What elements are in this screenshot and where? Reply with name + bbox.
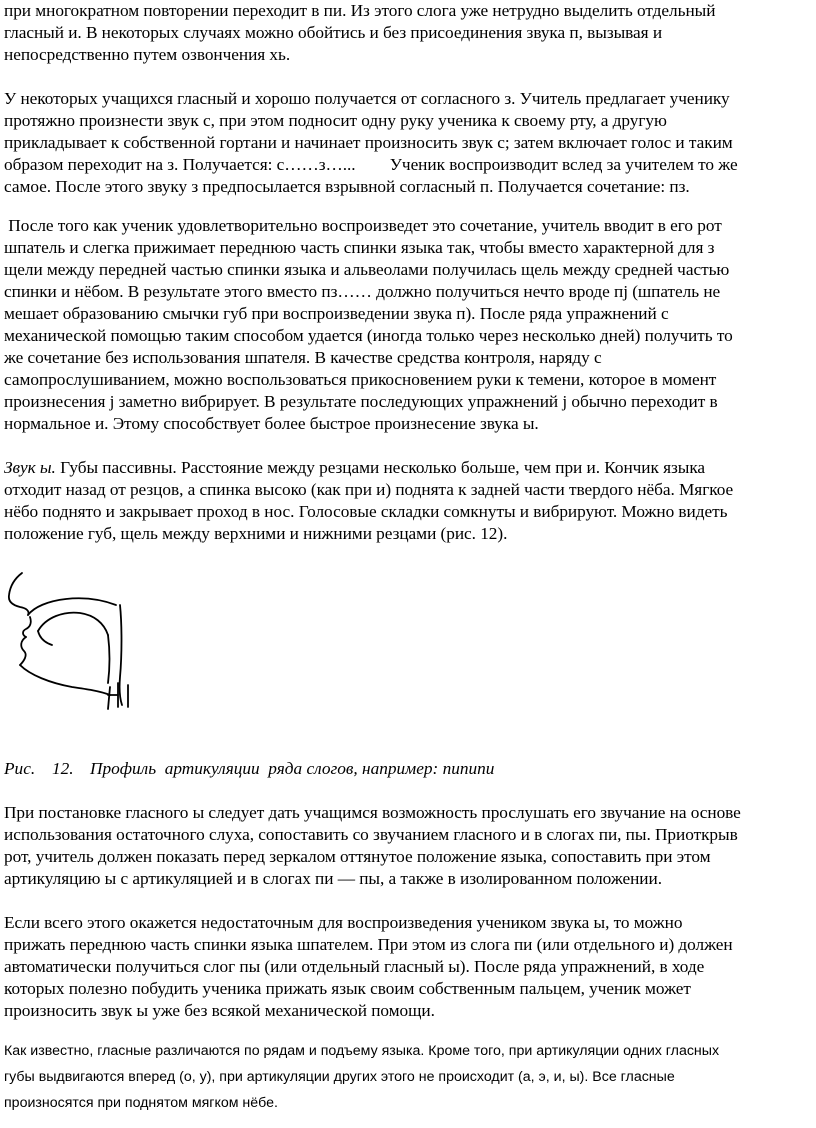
articulation-profile-icon <box>0 565 140 715</box>
text-line: У некоторых учащихся гласный и хорошо получается от согласного з. Учитель предлагает ученику <box>4 89 730 108</box>
text-line: прикладывает к собственной гортани и начинает произносить звук с; затем включает голос и таким <box>4 133 733 152</box>
text-line: самопрослушиванием, можно воспользоваться прикосновением руки к темени, которое в момент <box>4 370 717 389</box>
text-line: непосредственно путем озвончения хь. <box>4 45 291 64</box>
text-line: протяжно произнести звук с, при этом подносит одну руку ученика к своему рту, а другую <box>4 111 667 130</box>
text-line: Если всего этого окажется недостаточным для воспроизведения учеником звука ы, то можно <box>4 913 683 932</box>
text-line: гласный и. В некоторых случаях можно обойтись и без присоединения звука п, вызывая и <box>4 23 663 42</box>
sound-heading: Звук ы. <box>4 458 56 477</box>
text-line: шпатель и слегка прижимает переднюю часть спинки языка так, чтобы вместо характерной для з <box>4 238 715 257</box>
text-line: же сочетание без использования шпателя. В качестве средства контроля, наряду с <box>4 348 602 367</box>
text-run: Губы пассивны. Расстояние между резцами несколько больше, чем при и. Кончик языка <box>55 458 706 477</box>
text-line <box>4 457 816 479</box>
text-line: использования остаточного слуха, сопоставить со звучанием гласного и в слогах пи, пы. Приоткрыв <box>4 825 738 844</box>
text-line: при многократном повторении переходит в пи. Из этого слога уже нетрудно выделить отдельный <box>4 1 716 20</box>
text-line: Как известно, гласные различаются по рядам и подъему языка. Кроме того, при артикуляции одних гласных <box>4 1043 720 1059</box>
text-line: щели между передней частью спинки языка и альвеолами получилась щель между средней частью <box>4 260 730 279</box>
text-line: произносятся при поднятом мягком нёбе. <box>4 1095 278 1111</box>
figure-caption <box>4 758 494 780</box>
text-line: отходит назад от резцов, а спинка высоко (как при и) поднята к задней части твердого нёба. Мягкое <box>4 480 734 499</box>
text-line: мешает образованию смычки губ при воспроизведении звука п). После ряда упражнений с <box>4 304 669 323</box>
text-line: прижать переднюю часть спинки языка шпателем. При этом из слога пи (или отдельного и) должен <box>4 935 733 954</box>
text-line: рот, учитель должен показать перед зеркалом оттянутое положение языка, сопоставить при этом <box>4 847 711 866</box>
text-line: механической помощью таким способом удается (иногда только через несколько дней) получить то <box>4 326 733 345</box>
text-line: произнесения j заметно вибрирует. В результате последующих упражнений j обычно переходит в <box>4 392 718 411</box>
text-line: нёбо поднято и закрывает проход в нос. Голосовые складки сомкнуты и вибрируют. Можно видеть <box>4 502 728 521</box>
caption-text: Профиль артикуляции ряда слогов, например: пипипи <box>90 759 495 778</box>
text-line: спинки и нёбом. В результате этого вместо пз…… должно получиться нечто вроде пj (шпатель не <box>4 282 721 301</box>
caption-number: 12. <box>52 759 74 778</box>
articulation-profile-figure <box>0 565 140 715</box>
text-line: образом переходит на з. Получается: с……з…... Ученик воспроизводит вслед за учителем то же <box>4 155 738 174</box>
text-line: самое. После этого звуку з предпосылается взрывной согласный п. Получается сочетание: пз. <box>4 177 690 196</box>
text-line: произносить звук ы уже без всякой механической помощи. <box>4 1001 435 1020</box>
text-line: которых полезно побудить ученика прижать язык своим собственным пальцем, ученик может <box>4 979 691 998</box>
text-line: положение губ, щель между верхними и нижними резцами (рис. 12). <box>4 524 508 543</box>
text-line: нормальное и. Этому способствует более быстрое произнесение звука ы. <box>4 414 539 433</box>
text-line: артикуляцию ы с артикуляцией и в слогах пи — пы, а также в изолированном положении. <box>4 869 662 888</box>
caption-label: Рис. <box>4 759 36 778</box>
text-line: При постановке гласного ы следует дать учащимся возможность прослушать его звучание на основе <box>4 803 741 822</box>
text-line: автоматически получиться слог пы (или отдельный гласный ы). После ряда упражнений, в ходе <box>4 957 705 976</box>
text-line: После того как ученик удовлетворительно воспроизведет это сочетание, учитель вводит в его рот <box>4 216 722 235</box>
text-line: губы выдвигаются вперед (о, у), при артикуляции других этого не происходит (а, э, и, ы). Все гласные <box>4 1069 675 1085</box>
